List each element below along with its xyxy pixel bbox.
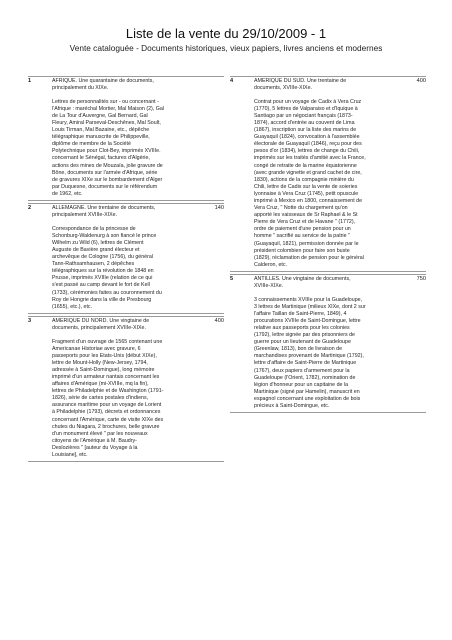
left-column bbox=[28, 76, 224, 464]
lot-details: Lettres de personnalités sur - ou concernant - l'Afrique : maréchal Mortier, Mal Maison (2), Gal de La Tour d'Auvergne, Gal Bernard, Gal Fleury, Amiral Parseval-Deschênes, Mal Soult, Louis Tirman, Mal Bazaine, etc., dépêche télégraphique manuscrite de Philippeville, diplôme de membre de la Société Polytechnique pour Clot-Bey, imprimés XVIIIe. concernant le Sénégal, factures d'Algérie, actions des mines de Mouzaïa, jolie gravure de Bône, documents sur l'armée d'Afrique, série de gravures XIXe sur le bombardement d'Alger par Duquesne, documents sur le référendum de 1962, etc. bbox=[52, 98, 164, 197]
lot-2 bbox=[28, 203, 224, 314]
lot-description bbox=[52, 317, 164, 459]
lot-details: Contrat pour un voyage de Cadix à Vera Cruz (1770), 5 lettres de Valparaiso et d'Iquique à Santiago par un négociant français (1873-1874), accord d'entrée au couvent de Lima (1867), inscription sur la liste des marins de Guayaquil (1824), convocation à l'assemblée électorale de Guayaquil (1846), reçu pour des pesos d'or (1834), lettres de change du Chili, imprimés sur les traités d'amitié avec la France, congé de retraite de la marine équatorienne (avec grande vignette et grand cachet de cire, 1830), actions de la compagnie minière du Chili, lettre de Cadix sur la vente de soieries lyonnaise à Vera Cruz (1745), petit opuscule imprimé à Mexico en 1800, connaissement de Vera Cruz, " Notte du chargement qu'on apporté les vaisseaux de Sr Raphael & le St Pierre de Vera Cruz et de Havane " (1772), ordre de paiement d'une pension pour un homme " sacrifié au service de la patrie " (Guayaquil, 1821), permission donnée par le président colombien pour faire son buste (1829), réclamation de pension pour le général Calderon, etc. bbox=[254, 98, 366, 268]
lot-price: 400 bbox=[214, 317, 224, 324]
lot-heading: AMERIQUE DU NORD. Une vingtaine de documents, principalement XVIIIe-XIXe. bbox=[52, 317, 150, 331]
right-column bbox=[230, 76, 426, 415]
lot-price: 140 bbox=[214, 205, 224, 211]
lot-heading: AMERIQUE DU SUD. Une trentaine de documents, XVIIIe-XIXe. bbox=[254, 78, 347, 92]
lot-number: 3 bbox=[28, 317, 32, 324]
lot-description bbox=[52, 204, 164, 311]
lot-details: Fragment d'un ouvrage de 1565 contenant une Americanae Historiae avec gravure, 6 passeports pour les Etats-Unis (début XIXe), lettre de Mount-Holly (New-Jersey, 1794, adressée à Saint-Domingue), long mémoire imprimé d'un armateur nantais concernant les affaires d'Amérique (mi-XVIIIe, mq la fin), lettres de Philadelphie et de Washington (1791-1826), série de cartes postales d'indiens, assurance maritime pour un voyage de Lorient à Philadelphie (1793), décrets et ordonnances concernant l'Amérique, carte de visite XIXe des chutes du Niagara, 2 brochures, belle gravure d'un monument élevé " par les nouveaux citoyens de l'Amérique à M. Baudry-Deslozières " [auteur du Voyage à la Louisiane], etc. bbox=[52, 338, 164, 458]
lot-3 bbox=[28, 316, 224, 462]
lot-price: 400 bbox=[416, 78, 426, 84]
lot-heading: ANTILLES. Une vingtaine de documents, XVIIIe-XIXe. bbox=[254, 275, 351, 290]
lot-number: 4 bbox=[230, 78, 234, 84]
lot-details: Correspondance de la princesse de Schonburg-Waldenurg à son fiancé le prince Wilhelm zu Wild (6), lettres de Clément Auguste de Bavière grand électeur et archevêque de Cologne (1756), du général Tann-Rathsamhausen, 2 dépêches télégraphiques sur la révolution de 1848 en Prusse, imprimés XVIIIe (relation de ce qui s'est passé au camp devant le fort de Kell (1733), cérémonies faites au couronnement du Roy de Hongrie dans la ville de Presbourg (1655), etc.), etc. bbox=[52, 225, 162, 310]
lot-5 bbox=[230, 274, 426, 413]
lot-details: 3 connaissements XVIIIe pour la Guadeloupe, 3 lettres de Martinique (milieux XIXe, dont 2 sur l'affaire Taillan de Saint-Pierre, 1849), 4 procurations XVIIIe de Saint-Domingue, lettre relative aux passeports pour les colonies (1792), lettre signée par des prisonniers de guerre pour un lieutenant de Guadeloupe (Greenlaw, 1813), bon de livraison de marchandises provenant de Martinique (1792), lettre d'affaire de Saint-Pierre de Martinique (1767), deux papiers d'armement pour la Guadeloupe (l'Orient, 1782), nomination de légion d'honneur pour un capitaine de la Martinique (signé par Hamelin), manuscrit en espagnol concernant une exploitation de bois précieux à Saint-Domingue, etc. bbox=[254, 296, 366, 410]
lot-1 bbox=[28, 76, 224, 201]
lot-heading: AFRIQUE. Une quarantaine de documents, principalement du XIXe. bbox=[52, 78, 154, 92]
lot-price: 750 bbox=[416, 275, 426, 282]
lot-number: 2 bbox=[28, 205, 32, 211]
page-title: Liste de la vente du 29/10/2009 - 1 bbox=[125, 26, 327, 41]
lot-description bbox=[52, 77, 164, 198]
lot-description bbox=[254, 77, 366, 269]
lot-heading: ALLEMAGNE. Une trentaine de documents, principalement XVIIIe-XIXe. bbox=[52, 205, 156, 219]
lot-number: 1 bbox=[28, 78, 32, 84]
page-subtitle: Vente cataloguée - Documents historiques, vieux papiers, livres anciens et modernes bbox=[69, 43, 383, 53]
lot-number: 5 bbox=[230, 275, 234, 282]
lot-description bbox=[254, 275, 366, 410]
lot-4 bbox=[230, 76, 426, 272]
